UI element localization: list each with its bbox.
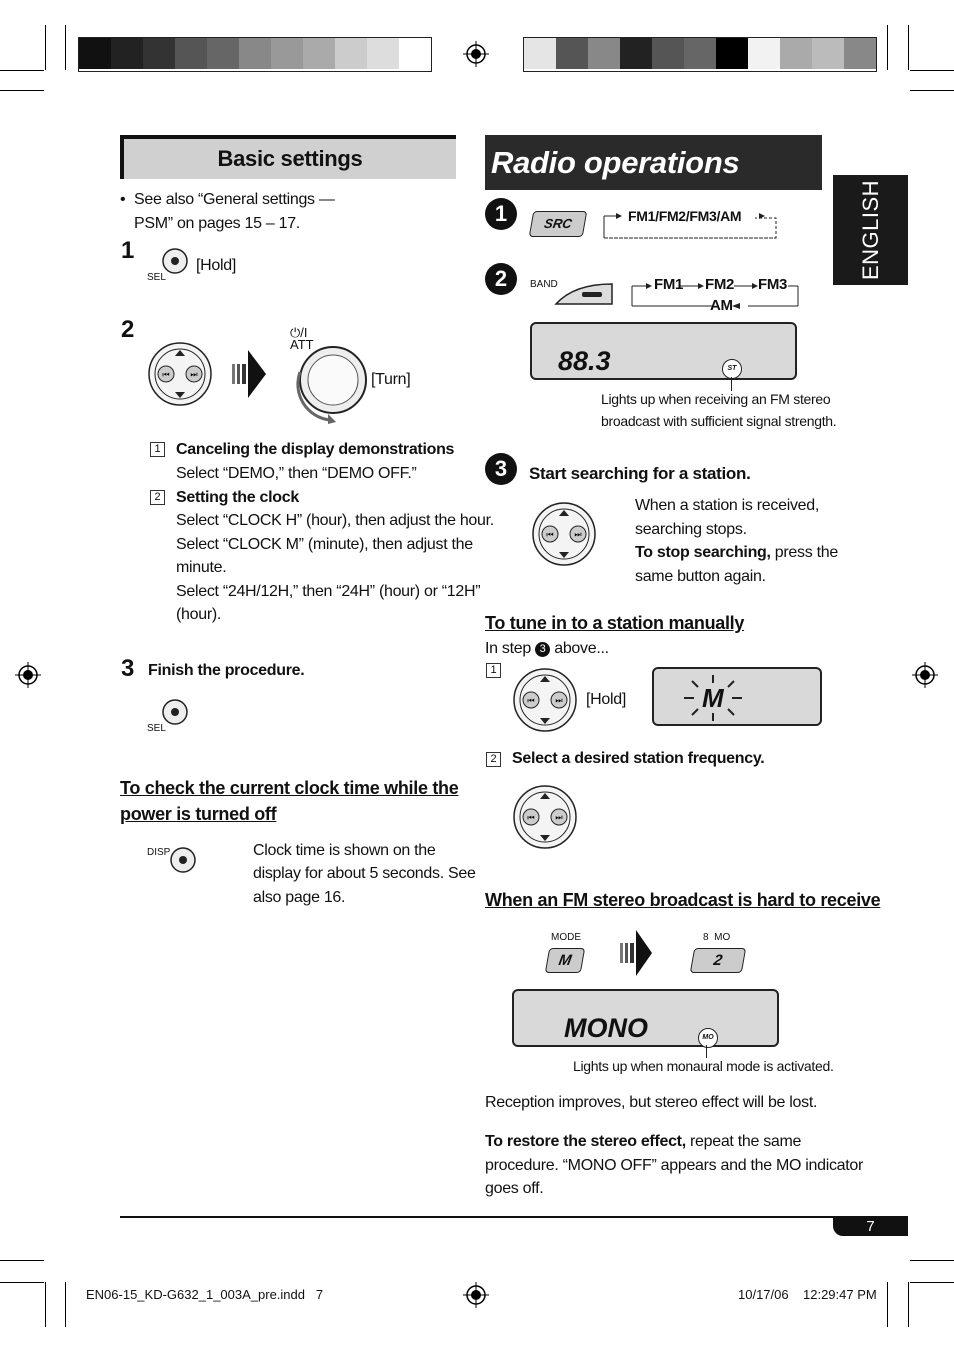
item-title: Canceling the display demonstrations (176, 441, 455, 458)
clock-heading-line1: To check the current clock time while the (120, 778, 459, 798)
step-number-circle: 3 (485, 453, 517, 485)
section-title-basic-settings: Basic settings (120, 135, 456, 179)
arrow-right-icon (232, 350, 268, 398)
crop-mark (910, 1282, 954, 1283)
stop-line (635, 541, 838, 565)
volume-dial-icon (290, 342, 370, 424)
color-swatch (79, 38, 111, 69)
step-number-circle: 2 (485, 263, 517, 295)
crop-mark (65, 25, 66, 70)
crop-mark (0, 70, 44, 71)
color-swatch (111, 38, 143, 69)
seek-control-icon (146, 340, 214, 408)
section-title-radio-operations: Radio operations (485, 135, 822, 190)
item-number-box: 1 (150, 442, 165, 457)
svg-text:⏮: ⏮ (527, 696, 535, 705)
am-label: AM (710, 297, 733, 314)
fm1-label: FM1 (654, 276, 684, 293)
svg-text:⏮: ⏮ (546, 530, 554, 539)
step-number-circle: 1 (485, 198, 517, 230)
mo-caption: Lights up when monaural mode is activated. (573, 1058, 834, 1074)
src-button-icon (529, 211, 588, 237)
crop-mark (0, 1282, 44, 1283)
mo-indicator-icon (698, 1028, 718, 1048)
color-swatch (524, 38, 556, 69)
crop-mark (908, 1282, 909, 1327)
color-swatch (367, 38, 399, 69)
bullet-content: See also “General settings — PSM” on pages 15 – 17. (134, 191, 335, 232)
mode-key-icon (545, 948, 585, 973)
crop-mark (910, 1260, 954, 1261)
page-number-tab (833, 1218, 908, 1236)
step-number: 2 (121, 316, 135, 343)
registration-mark-top (463, 41, 489, 67)
band-label: BAND (530, 279, 558, 290)
step3-text: When a station is received, (635, 497, 819, 514)
crop-mark (908, 25, 909, 70)
svg-text:⏭: ⏭ (190, 370, 198, 379)
frequency-readout: 88.3 (558, 346, 611, 376)
manual-intro (485, 637, 609, 661)
svg-text:⏭: ⏭ (555, 813, 563, 822)
stop-rest: press the (770, 544, 838, 561)
language-tab-label: ENGLISH (857, 179, 883, 281)
band-flow-label: FM1/FM2/FM3/AM (628, 208, 742, 224)
item-text: minute. (176, 559, 227, 576)
crop-mark (45, 1282, 46, 1327)
fm3-label: FM3 (758, 276, 788, 293)
power-label: ⏻/I (290, 325, 308, 340)
key2-label: 8 MO (703, 932, 731, 943)
color-swatch (175, 38, 207, 69)
item-text: Select “24H/12H,” then “24H” (hour) or “12H” (176, 583, 481, 600)
sel-label: SEL (147, 723, 166, 734)
disp-button-icon (168, 845, 198, 875)
color-swatch (399, 38, 431, 69)
st-caption: broadcast with sufficient signal strength. (601, 413, 837, 429)
hold-label: [Hold] (586, 691, 626, 708)
preset-key-icon (690, 948, 746, 973)
item-text: (hour). (176, 606, 222, 623)
color-swatch (556, 38, 588, 69)
restore-bold: To restore the stereo effect, (485, 1133, 686, 1150)
color-swatch (684, 38, 716, 69)
st-indicator-icon (722, 359, 742, 379)
svg-text:⏮: ⏮ (162, 370, 170, 379)
color-swatch (303, 38, 335, 69)
color-swatch (588, 38, 620, 69)
crop-mark (45, 25, 46, 70)
mode-label: MODE (551, 932, 581, 943)
callout-line (731, 377, 732, 391)
svg-text:⏭: ⏭ (574, 530, 582, 539)
manual-indicator-letter: M (702, 683, 724, 713)
restore-line3: goes off. (485, 1180, 544, 1197)
turn-label: [Turn] (371, 371, 411, 388)
step-number: 3 (121, 655, 135, 682)
color-swatch (143, 38, 175, 69)
arrow-right-icon (620, 930, 654, 976)
step-number: 1 (121, 237, 135, 264)
fm-stereo-heading: When an FM stereo broadcast is hard to receive (485, 890, 881, 910)
restore-line2: procedure. “MONO OFF” appears and the MO indicator (485, 1157, 864, 1174)
seek-control-icon (511, 783, 579, 851)
footer-rule (120, 1216, 908, 1218)
color-swatch (620, 38, 652, 69)
footer-date: 10/17/06 (738, 1287, 789, 1302)
color-swatch (239, 38, 271, 69)
color-swatch (716, 38, 748, 69)
footer-file: EN06-15_KD-G632_1_003A_pre.indd 7 (86, 1287, 324, 1302)
mono-display (512, 989, 779, 1047)
reception-note: Reception improves, but stereo effect will be lost. (485, 1094, 818, 1111)
manual-display (652, 667, 822, 726)
bullet-text: • See also “General settings — PSM” on pages 15 – 17. (120, 188, 370, 235)
clock-text: also page 16. (253, 889, 346, 906)
mo-indicator-label: MO (702, 1034, 714, 1041)
item-text: Select “CLOCK M” (minute), then adjust the (176, 536, 473, 553)
crop-mark (65, 1282, 66, 1327)
intro-pre: In step (485, 640, 536, 657)
intro-post: above... (550, 640, 609, 657)
color-swatch (335, 38, 367, 69)
preset-key-number: 2 (712, 952, 724, 969)
manual-tune-heading: To tune in to a station manually (485, 613, 745, 633)
hold-label: [Hold] (196, 257, 236, 274)
crop-mark (910, 90, 954, 91)
clock-text: display for about 5 seconds. See (253, 865, 476, 882)
clock-heading-line2: power is turned off (120, 804, 277, 824)
clock-text: Clock time is shown on the (253, 842, 436, 859)
fm2-label: FM2 (705, 276, 735, 293)
crop-mark (0, 1260, 44, 1261)
item-number-box: 2 (486, 752, 501, 767)
item-text: Select “CLOCK H” (hour), then adjust the hour. (176, 512, 494, 529)
att-label: ATT (290, 337, 314, 352)
callout-line (706, 1045, 707, 1058)
svg-text:⏭: ⏭ (555, 696, 563, 705)
footer-time: 12:29:47 PM (803, 1287, 877, 1302)
intro-step-circle: 3 (535, 642, 550, 657)
stop-bold: To stop searching, (635, 544, 771, 561)
crop-mark (910, 70, 954, 71)
step3-text: searching stops. (635, 521, 747, 538)
radio-display (530, 322, 797, 380)
sel-label: SEL (147, 272, 166, 283)
step3-title: Start searching for a station. (529, 464, 751, 483)
disp-label: DISP (147, 847, 171, 858)
item-number-box: 2 (150, 490, 165, 505)
src-label: SRC (543, 216, 574, 231)
color-swatch (812, 38, 844, 69)
color-swatch (844, 38, 876, 69)
color-swatch (748, 38, 780, 69)
stop-line2: same button again. (635, 568, 766, 585)
item-number-box: 1 (486, 663, 501, 678)
registration-mark-left (15, 662, 41, 688)
st-caption: Lights up when receiving an FM stereo (601, 391, 831, 407)
restore-rest: repeat the same (685, 1133, 802, 1150)
crop-mark (887, 1282, 888, 1327)
crop-mark (0, 90, 44, 91)
crop-mark (887, 25, 888, 70)
color-swatch (652, 38, 684, 69)
sub2-text: Select a desired station frequency. (512, 750, 765, 767)
seek-control-icon (530, 500, 598, 568)
st-indicator-label: ST (727, 365, 737, 372)
color-swatch (271, 38, 303, 69)
color-swatch (207, 38, 239, 69)
registration-mark-bottom (463, 1282, 489, 1308)
seek-control-icon (511, 666, 579, 734)
page-number: 7 (866, 1218, 875, 1235)
language-tab (833, 175, 908, 285)
item-text: Select “DEMO,” then “DEMO OFF.” (176, 465, 417, 482)
item-title: Setting the clock (176, 489, 299, 506)
registration-mark-right (912, 662, 938, 688)
step3-text: Finish the procedure. (148, 662, 305, 679)
mono-readout: MONO (564, 1013, 648, 1043)
mode-key-label: M (557, 952, 573, 969)
svg-text:⏮: ⏮ (527, 813, 535, 822)
color-swatch (780, 38, 812, 69)
restore-line (485, 1130, 801, 1154)
band-button-icon (554, 280, 616, 308)
